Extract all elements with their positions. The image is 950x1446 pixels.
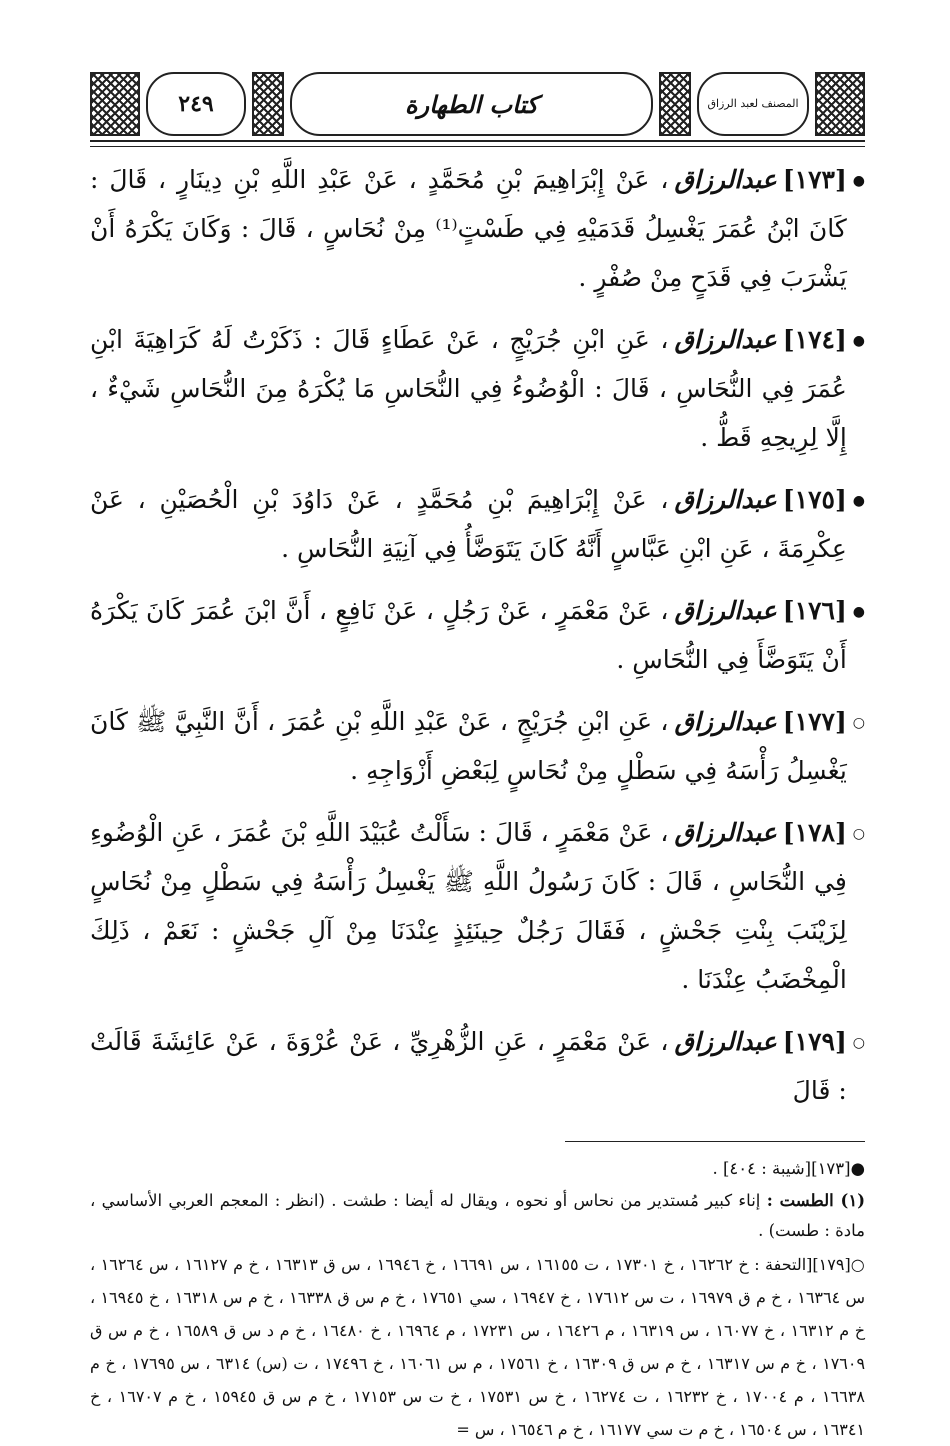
hadith-marker-icon: ● [852, 333, 865, 349]
footnote-ref: [١٧٣] [811, 1159, 851, 1178]
hadith-text: ، عَنِ ابْنِ جُرَيْجٍ ، عَنْ عَطَاءٍ قَالَ : ذَكَرْتُ لَهُ كَرَاهِيَةَ ابْنِ عُمَرَ فِي النُّحَاسِ ، قَالَ : الْوُضُوءُ فِي النُّحَاسِ مَا يُكْرَهُ مِنَ النُّحَاسِ شَيْءٌ ، إِلَّا لِرِيحِهِ قَطُّ . [90, 325, 847, 452]
narrator-name: عبدالرزاق [674, 165, 777, 194]
hadith-entry [90, 475, 865, 573]
hadith-entry [90, 808, 865, 1004]
hadith-marker-icon: ● [852, 604, 865, 620]
page-header [90, 72, 865, 136]
hadith-entry [90, 155, 865, 302]
hadith-text: ، عَنْ إِبْرَاهِيمَ بْنِ مُحَمَّدٍ ، عَنْ دَاوُدَ بْنِ الْحُصَيْنِ ، عَنْ عِكْرِمَةَ ، عَنِ ابْنِ عَبَّاسٍ أَنَّهُ كَانَ يَتَوَضَّأُ فِي آنِيَةِ النُّحَاسِ . [90, 485, 847, 563]
narrator-name: عبدالرزاق [674, 596, 777, 625]
hadith-marker-icon: ● [852, 173, 865, 189]
hadith-text: ، عَنْ مَعْمَرٍ ، عَنِ الزُّهْرِيِّ ، عَنْ عُرْوَةَ ، عَنْ عَائِشَةَ قَالَتْ : قَالَ [90, 1027, 847, 1105]
hadith-body [90, 155, 865, 1446]
ornament-icon [815, 72, 865, 136]
hadith-text: ، عَنِ ابْنِ جُرَيْجٍ ، عَنْ عَبْدِ اللَّهِ بْنِ عُمَرَ ، أَنَّ النَّبِيَّ ﷺ كَانَ يَغْسِلُ رَأْسَهُ فِي سَطْلٍ مِنْ نُحَاسٍ لِبَعْضِ أَزْوَاجِهِ . [90, 707, 847, 785]
hadith-text: ، عَنْ مَعْمَرٍ ، قَالَ : سَأَلْتُ عُبَيْدَ اللَّهِ بْنَ عُمَرَ ، عَنِ الْوُضُوءِ فِي النُّحَاسِ ، قَالَ : كَانَ رَسُولُ اللَّهِ ﷺ يَغْسِلُ رَأْسَهُ فِي سَطْلٍ مِنْ نُحَاسٍ لِزَيْنَبَ بِنْتِ جَحْشٍ ، فَقَالَ رَجُلٌ حِينَئِذٍ عِنْدَنَا مِنْ آلِ جَحْشٍ : نَعَمْ ، ذَلِكَ الْمِخْضَبُ عِنْدَنَا . [90, 818, 847, 994]
footnote-text: [شيبة : ٤٠٤] . [712, 1159, 812, 1178]
footnotes [90, 1154, 865, 1446]
ornament-icon [90, 72, 140, 136]
footnote-text: إناء كبير مُستدير من نحاس أو نحوه ، ويقال له أيضا : طشت . (انظر : المعجم العربي الأساسي ، مادة : طست) . [90, 1191, 865, 1240]
footnote-text: [التحفة : خ ١٦٢٦٢ ، خ ١٧٣٠١ ، ت ١٦١٥٥ ، س ١٦٦٩١ ، خ ١٦٩٤٦ ، س ق ١٦٣١٣ ، خ م ١٦١٢٧ ، س ١٦٢٦٤ ، س ١٦٣٦٤ ، خ م ق ١٦٩٧٩ ، ت س ١٧٦١٢ ، خ ١٦٩٤٧ ، سي ١٧٦٥١ ، خ م س ق ١٦٣٣٨ ، خ م س ١٦٣١٨ ، خ ١٦٩٤٥ ، خ م ١٦٣١٢ ، خ ١٦٠٧٧ ، س ١٦٣١٩ ، م ١٦٤٢٦ ، س ١٧٢٣١ ، م ١٦٩٦٤ ، خ ١٦٤٨٠ ، خ م د س ق ١٦٥٨٩ ، خ م س ق ١٧٦٠٩ ، خ م س ١٦٣١٧ ، خ م س ق ١٦٣٠٩ ، خ ١٧٥٦١ ، م س ١٦٠٦١ ، خ ١٧٤٩٦ ، ت (س) ٦٣١٤ ، س ١٧٦٩٥ ، خ م ١٦٦٣٨ ، م ١٧٠٠٤ ، خ ١٦٢٣٢ ، ت ١٦٢٧٤ ، خ س ١٧٥٣١ ، خ ت س ١٧١٥٣ ، خ م س ق ١٥٩٤٥ ، خ م ١٦٧٠٧ ، خ ١٦٣٤١ ، س ١٦٥٠٤ ، خ م ت سي ١٦١٧٧ ، خ م ١٦٥٤٦ ، س = [90, 1255, 866, 1439]
hadith-number: [١٧٩] [782, 1027, 847, 1056]
narrator-name: عبدالرزاق [674, 485, 777, 514]
footnote-marker-icon: ○ [850, 1255, 866, 1274]
hadith-marker-icon: ○ [852, 1035, 865, 1051]
narrator-name: عبدالرزاق [674, 707, 777, 736]
footnote-ref: [١٧٩] [812, 1255, 851, 1274]
footnote-source [90, 1154, 865, 1184]
page-number: ٢٤٩ [146, 72, 246, 136]
hadith-number: [١٧٨] [782, 818, 847, 847]
hadith-entry [90, 315, 865, 462]
footnote-definition [90, 1186, 865, 1246]
footnote-label: (١) الطست : [766, 1191, 865, 1210]
hadith-entry [90, 697, 865, 795]
footnote-divider [565, 1141, 865, 1142]
narrator-name: عبدالرزاق [674, 1027, 777, 1056]
book-emblem: المصنف لعبد الرزاق [697, 72, 809, 136]
hadith-marker-icon: ● [852, 493, 865, 509]
manuscript-page [90, 72, 866, 1439]
hadith-number: [١٧٥] [782, 485, 847, 514]
narrator-name: عبدالرزاق [674, 325, 777, 354]
hadith-marker-icon: ○ [852, 715, 865, 731]
hadith-text: ، عَنْ مَعْمَرٍ ، عَنْ رَجُلٍ ، عَنْ نَافِعٍ ، أَنَّ ابْنَ عُمَرَ كَانَ يَكْرَهُ أَنْ يَتَوَضَّأَ فِي النُّحَاسِ . [90, 596, 847, 674]
narrator-name: عبدالرزاق [674, 818, 777, 847]
ornament-icon [659, 72, 691, 136]
hadith-entry [90, 586, 865, 684]
ornament-icon [252, 72, 284, 136]
hadith-number: [١٧٣] [782, 165, 847, 194]
chapter-title: كتاب الطهارة [290, 72, 653, 136]
hadith-marker-icon: ○ [852, 826, 865, 842]
hadith-number: [١٧٤] [782, 325, 847, 354]
hadith-text: ، عَنْ إِبْرَاهِيمَ بْنِ مُحَمَّدٍ ، عَنْ عَبْدِ اللَّهِ بْنِ دِينَارٍ ، قَالَ : كَانَ ابْنُ عُمَرَ يَغْسِلُ قَدَمَيْهِ فِي طَسْتٍ⁽¹⁾ مِنْ نُحَاسٍ ، قَالَ : وَكَانَ يَكْرَهُ أَنْ يَشْرَبَ فِي قَدَحٍ مِنْ صُفْرٍ . [90, 165, 847, 292]
hadith-entry [90, 1017, 865, 1115]
footnote-marker-icon: ● [850, 1159, 865, 1178]
footnote-tuhfa [90, 1248, 865, 1446]
header-divider [90, 140, 865, 147]
hadith-number: [١٧٧] [782, 707, 847, 736]
hadith-number: [١٧٦] [782, 596, 847, 625]
